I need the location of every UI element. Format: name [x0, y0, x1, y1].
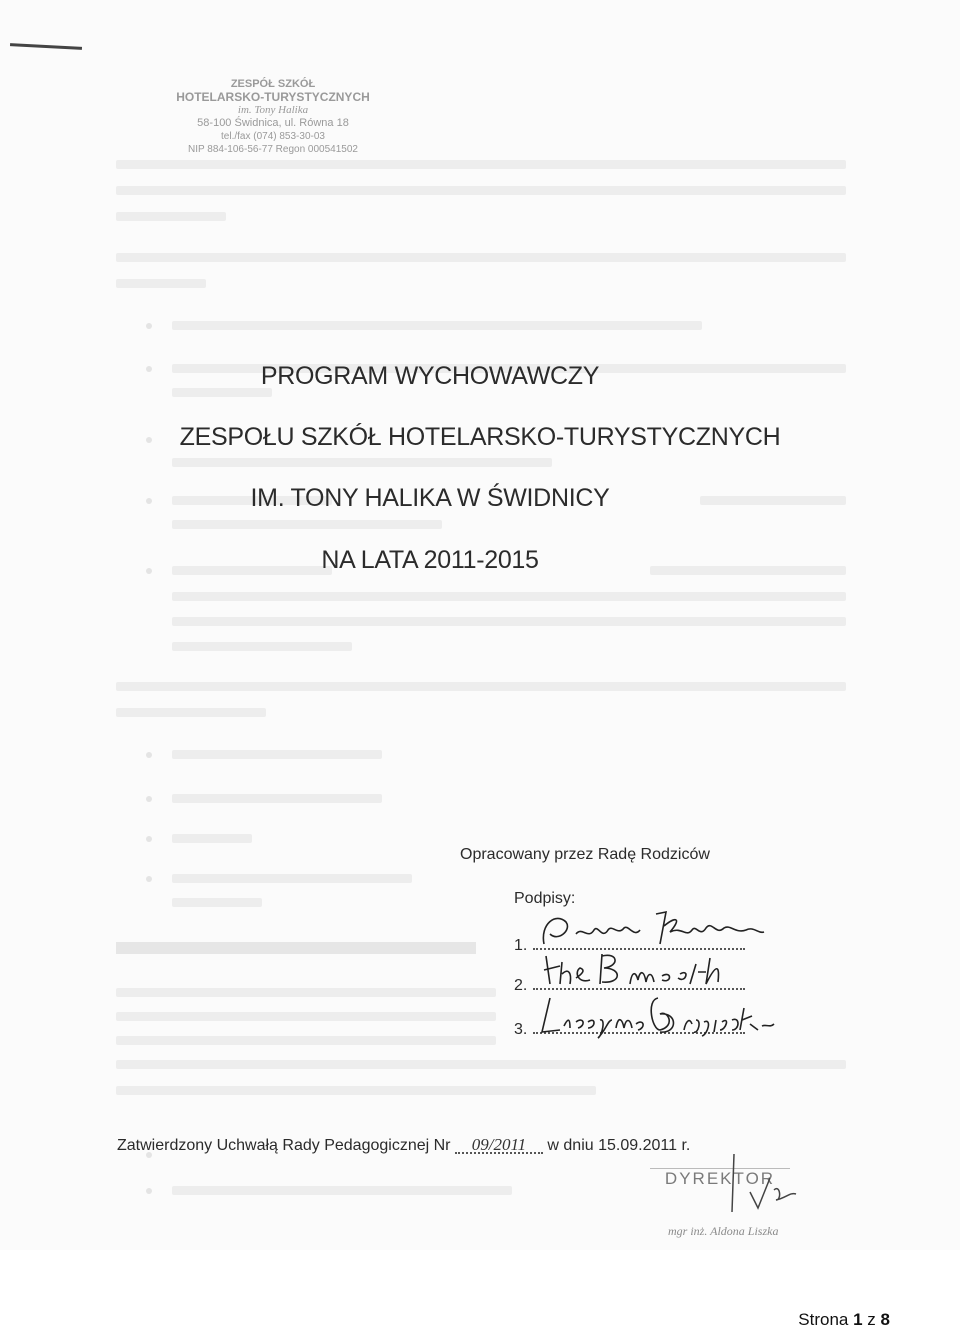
page-separator: z: [867, 1310, 876, 1329]
current-page: 1: [853, 1310, 863, 1329]
document-title-line: PROGRAM WYCHOWAWCZY: [260, 362, 600, 390]
signature-number: 2.: [514, 977, 528, 994]
stamp-line: tel./fax (074) 853-30-03: [221, 131, 325, 142]
page-number: [798, 1310, 890, 1330]
school-stamp: [158, 78, 388, 156]
signatures-label: Podpisy:: [514, 890, 576, 907]
stamp-line: HOTELARSKO-TURYSTYCZNYCH: [176, 90, 370, 104]
approval-suffix: w dniu 15.09.2011 r.: [547, 1137, 691, 1154]
document-title-line: NA LATA 2011-2015: [321, 546, 539, 574]
stamp-line: im. Tony Halika: [237, 104, 309, 116]
page-label: Strona: [798, 1310, 849, 1329]
stamp-line: 58-100 Świdnica, ul. Równa 18: [197, 117, 349, 129]
prepared-by: Opracowany przez Radę Rodziców: [460, 846, 710, 863]
director-name: mgr inż. Aldona Liszka: [668, 1224, 779, 1238]
handwritten-signature: [540, 944, 760, 992]
stamp-line: NIP 884-106-56-77 Regon 000541502: [188, 144, 358, 155]
document-title-line: IM. TONY HALIKA W ŚWIDNICY: [250, 484, 610, 512]
total-pages: 8: [880, 1310, 890, 1329]
pen-mark: [10, 43, 82, 50]
resolution-number: 09/2011: [455, 1138, 543, 1154]
approval-prefix: Zatwierdzony Uchwałą Rady Pedagogicznej Nr: [117, 1137, 451, 1154]
director-stamp: DYREKTOR: [650, 1168, 790, 1195]
document-title-line: ZESPOŁU SZKÓŁ HOTELARSKO-TURYSTYCZNYCH: [179, 423, 781, 451]
director-signature: [720, 1148, 800, 1218]
handwritten-signature: [536, 990, 776, 1040]
signature-number: 3.: [514, 1021, 528, 1038]
signature-number: 1.: [514, 937, 528, 954]
stamp-line: ZESPÓŁ SZKÓŁ: [230, 78, 316, 90]
approval-line: [117, 1137, 690, 1155]
